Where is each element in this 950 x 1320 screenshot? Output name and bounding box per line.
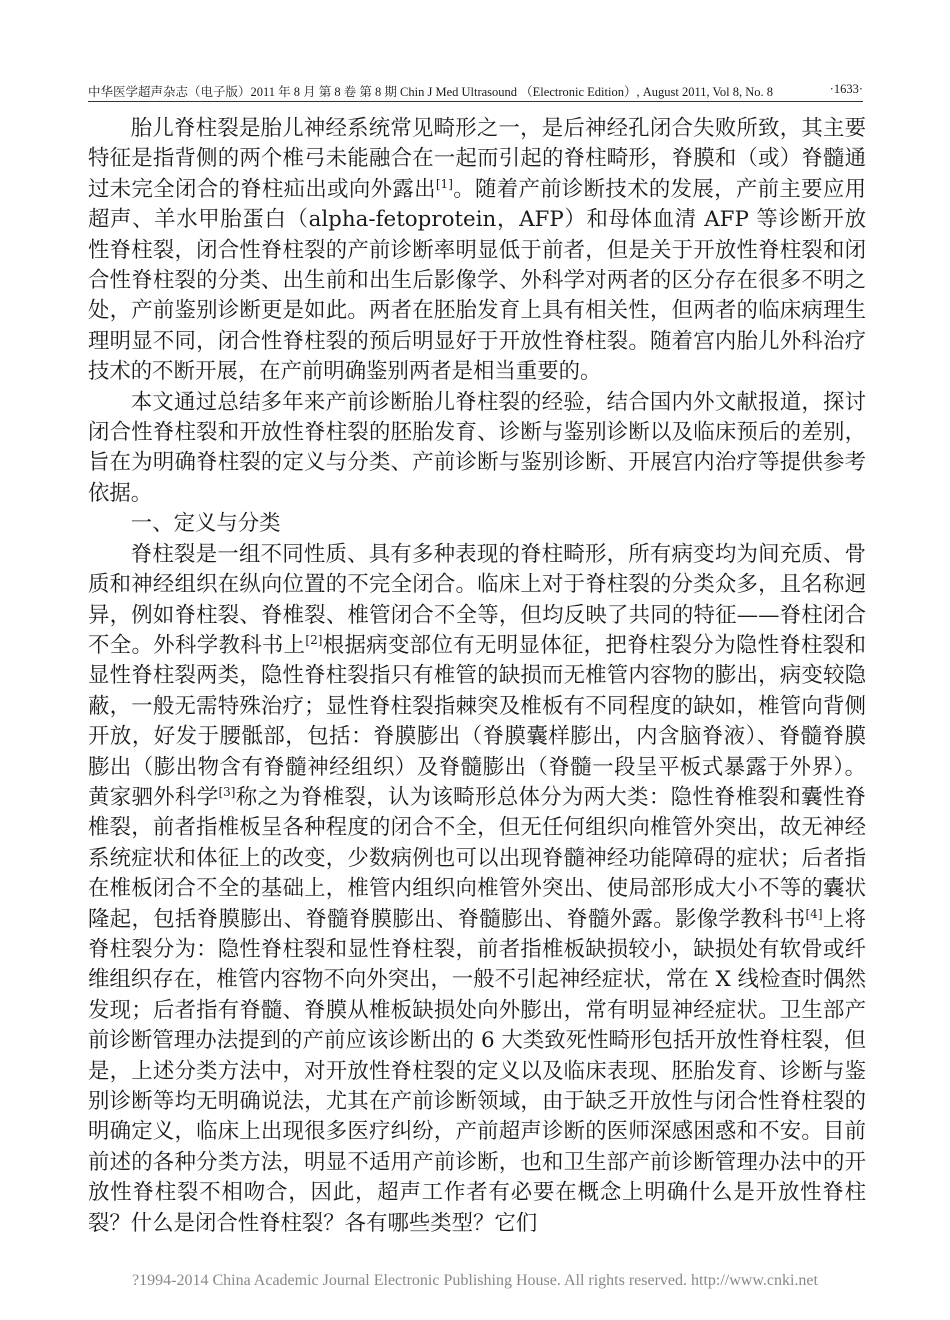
text-run: 上将脊柱裂分为：隐性脊柱裂和显性脊柱裂，前者指椎板缺损较小，缺损处有软骨或纤维组织存在，椎管内容物不向外突出，一般不引起神经症状，常在 X 线检查时偶然发现；后者指有脊髓、脊膜从椎板缺损处向外膨出，常有明显神经症状。卫生部产前诊断管理办法提到的产前应该诊断出的 6 大类致死性畸形包括开放性脊柱裂，但是，上述分类方法中，对开放性脊柱裂的定义以及临床表现、胚胎发育、诊断与鉴别诊断等均无明确说法，尤其在产前诊断领域，由于缺乏开放性与闭合性脊柱裂的明确定义，临床上出现很多医疗纠纷，产前超声诊断的医师深感困惑和不安。目前前述的各种分类方法，明显不适用产前诊断，也和卫生部产前诊断管理办法中的开放性脊柱裂不相吻合，因此，超声工作者有必要在概念上明确什么是开放性脊柱裂？什么是闭合性脊柱裂？各有哪些类型？它们 (88, 906, 866, 1236)
section-heading (88, 509, 866, 539)
text-run: 。随着产前诊断技术的发展，产前主要应用超声、羊水甲胎蛋白（alpha-fetoprotein，AFP）和母体血清 AFP 等诊断开放性脊柱裂，闭合性脊柱裂的产前诊断率明显低于前者，但是关于开放性脊柱裂和闭合性脊柱裂的分类、出生前和出生后影像学、外科学对两者的区分存在很多不明之处，产前鉴别诊断更是如此。两者在胚胎发育上具有相关性，但两者的临床病理生理明显不同，闭合性脊柱裂的预后明显好于开放性脊柱裂。随着宫内胎儿外科治疗技术的不断开展，在产前明确鉴别两者是相当重要的。 (88, 176, 866, 385)
text-run: 称之为脊椎裂，认为该畸形总体分为两大类：隐性脊椎裂和囊性脊椎裂，前者指椎板呈各种程度的闭合不全，但无任何组织向椎管外突出，故无神经系统症状和体征上的改变，少数病例也可以出现脊髓神经功能障碍的症状；后者指在椎板闭合不全的基础上，椎管内组织向椎管外突出、使局部形成大小不等的囊状隆起，包括脊膜膨出、脊髓脊膜膨出、脊髓膨出、脊髓外露。影像学教科书 (88, 784, 866, 932)
page-number: ·1633· (829, 82, 863, 96)
heading-text: 一、定义与分类 (130, 511, 281, 537)
journal-citation: 中华医学超声杂志（电子版）2011 年 8 月 第 8 卷 第 8 期 Chin J Med Ultrasound （Electronic Edition）, August 2011, Vol 8, No. 8 (88, 85, 774, 99)
citation-ref: [3] (218, 784, 236, 799)
article-body (88, 114, 866, 1239)
aim-paragraph (88, 388, 866, 510)
citation-ref: [1] (435, 176, 453, 191)
definition-paragraph (88, 540, 866, 1239)
running-header (88, 82, 863, 100)
copyright-footer: ?1994-2014 China Academic Journal Electronic Publishing House. All rights reserved. http://www.cnki.net (132, 1272, 818, 1289)
text-run: 脊柱裂是一组不同性质、具有多种表现的脊柱畸形，所有病变均为间充质、骨质和神经组织在纵向位置的不完全闭合。临床上对于脊柱裂的分类众多，且名称迥异，例如脊柱裂、脊椎裂、椎管闭合不全等，但均反映了共同的特征——脊柱闭合不全。外科学教科书上 (88, 541, 866, 658)
citation-ref: [2] (305, 632, 323, 647)
text-run: 根据病变部位有无明显体征，把脊柱裂分为隐性脊柱裂和显性脊柱裂两类，隐性脊柱裂指只有椎管的缺损而无椎管内容物的膨出，病变较隐蔽，一般无需特殊治疗；显性脊柱裂指棘突及椎板有不同程度的缺如，椎管向背侧开放，好发于腰骶部，包括：脊膜膨出（脊膜囊样膨出，内含脑脊液）、脊髓脊膜膨出（膨出物含有脊髓神经组织）及脊髓膨出（脊髓一段呈平板式暴露于外界）。黄家驷外科学 (88, 632, 866, 810)
header-rule (88, 101, 863, 102)
intro-paragraph (88, 114, 866, 388)
citation-ref: [4] (805, 906, 823, 921)
text-run: 本文通过总结多年来产前诊断胎儿脊柱裂的经验，结合国内外文献报道，探讨闭合性脊柱裂和开放性脊柱裂的胚胎发育、诊断与鉴别诊断以及临床预后的差别，旨在为明确脊柱裂的定义与分类、产前诊断与鉴别诊断、开展宫内治疗等提供参考依据。 (88, 389, 866, 506)
text-run: 胎儿脊柱裂是胎儿神经系统常见畸形之一，是后神经孔闭合失败所致，其主要特征是指背侧的两个椎弓未能融合在一起而引起的脊柱畸形，脊膜和（或）脊髓通过未完全闭合的脊柱疝出或向外露出 (88, 116, 866, 202)
